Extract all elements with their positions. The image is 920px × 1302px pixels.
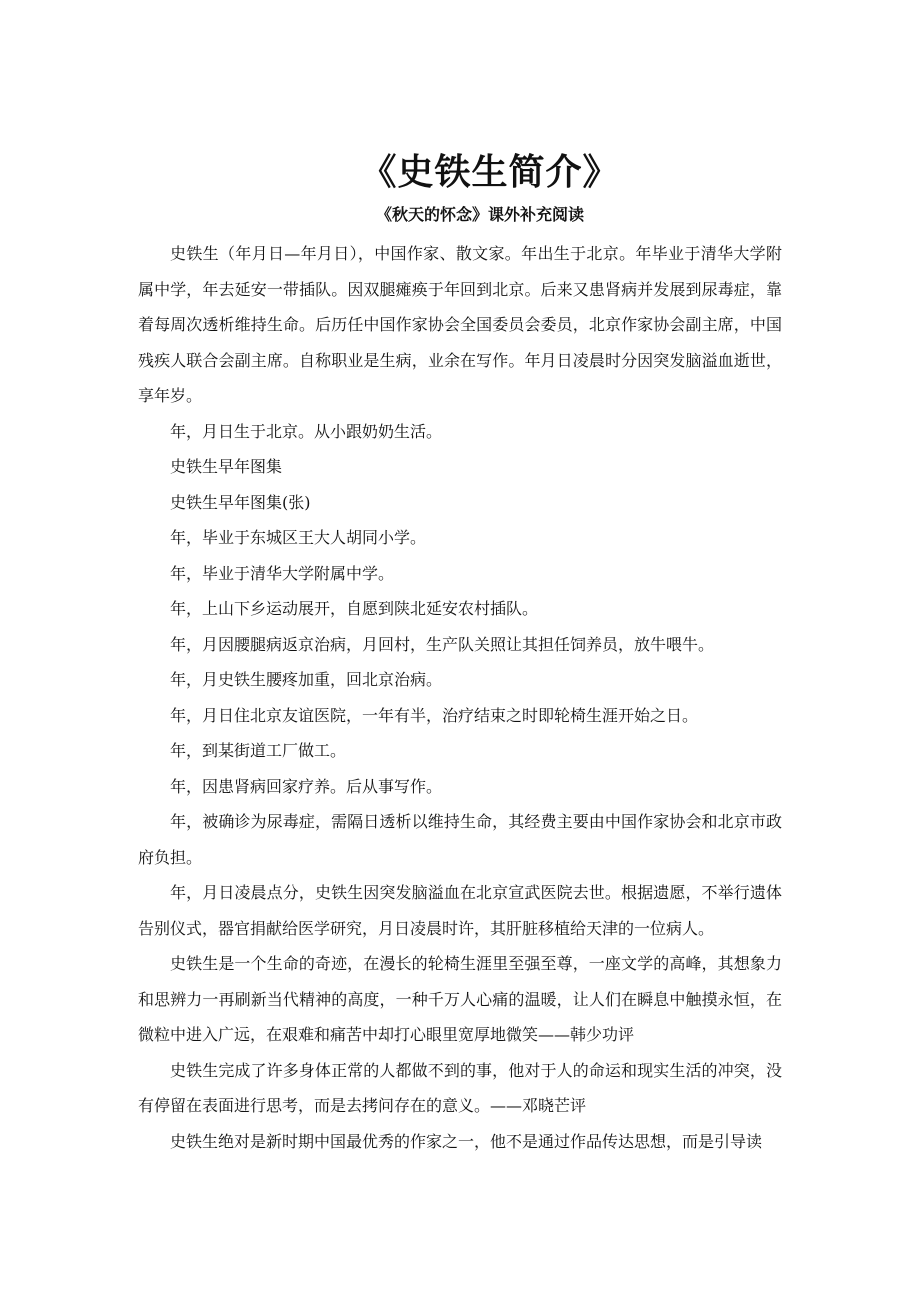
paragraph: 年，因患肾病回家疗养。后从事写作。 [170, 776, 443, 796]
paragraph: 年，月史铁生腰疼加重，回北京治病。 [170, 670, 443, 689]
paragraph: 年，到某街道工厂做工。 [170, 741, 347, 760]
paragraph: 年，毕业于东城区王大人胡同小学。 [170, 528, 427, 547]
paragraph-quote-han-shaogong: 史铁生是一个生命的奇迹，在漫长的轮椅生涯里至强至尊，一座文学的高峰，其想象力和思辨力一再刷新当代精神的高度，一种千万人心痛的温暖，让人们在瞬息中触摸永恒，在微粒中进入广远，在艰难和痛苦中却打心眼里宽厚地微笑——韩少功评 [138, 954, 782, 1044]
paragraph: 年，月日住北京友谊医院，一年有半，治疗结束之时即轮椅生涯开始之日。 [170, 705, 699, 725]
paragraph: 年，月因腰腿病返京治病，月回村，生产队关照让其担任饲养员，放牛喂牛。 [170, 634, 715, 654]
paragraph-quote-deng-xiaomang: 史铁生完成了许多身体正常的人都做不到的事，他对于人的命运和现实生活的冲突，没有停留在表面进行思考，而是去拷问存在的意义。——邓晓芒评 [138, 1060, 782, 1115]
paragraph-closing: 史铁生绝对是新时期中国最优秀的作家之一，他不是通过作品传达思想，而是引导读 [170, 1131, 763, 1151]
document-subtitle: 《秋天的怀念》课外补充阅读 [375, 205, 584, 224]
document-body [138, 236, 782, 1159]
paragraph: 年，月日生于北京。从小跟奶奶生活。 [170, 421, 443, 441]
paragraph: 史铁生早年图集 [170, 457, 283, 476]
paragraph-biography: 史铁生（年月日—年月日），中国作家、散文家。年出生于北京。年毕业于清华大学附属中学，年去延安一带插队。因双腿瘫痪于年回到北京。后来又患肾病并发展到尿毒症，靠着每周次透析维持生命。后历任中国作家协会全国委员会委员，北京作家协会副主席，中国残疾人联合会副主席。自称职业是生病，业余在写作。年月日凌晨时分因突发脑溢血逝世，享年岁。 [138, 244, 782, 405]
paragraph: 年，毕业于清华大学附属中学。 [170, 563, 395, 583]
document-title: 《史铁生简介》 [360, 151, 620, 193]
paragraph: 年，被确诊为尿毒症，需隔日透析以维持生命，其经费主要由中国作家协会和北京市政府负担。 [138, 812, 782, 867]
paragraph: 史铁生早年图集(张) [170, 492, 311, 512]
paragraph: 年，月日凌晨点分，史铁生因突发脑溢血在北京宣武医院去世。根据遗愿，不举行遗体告别仪式，器官捐献给医学研究，月日凌晨时许，其肝脏移植给天津的一位病人。 [138, 883, 782, 938]
paragraph: 年，上山下乡运动展开，自愿到陕北延安农村插队。 [170, 599, 539, 618]
